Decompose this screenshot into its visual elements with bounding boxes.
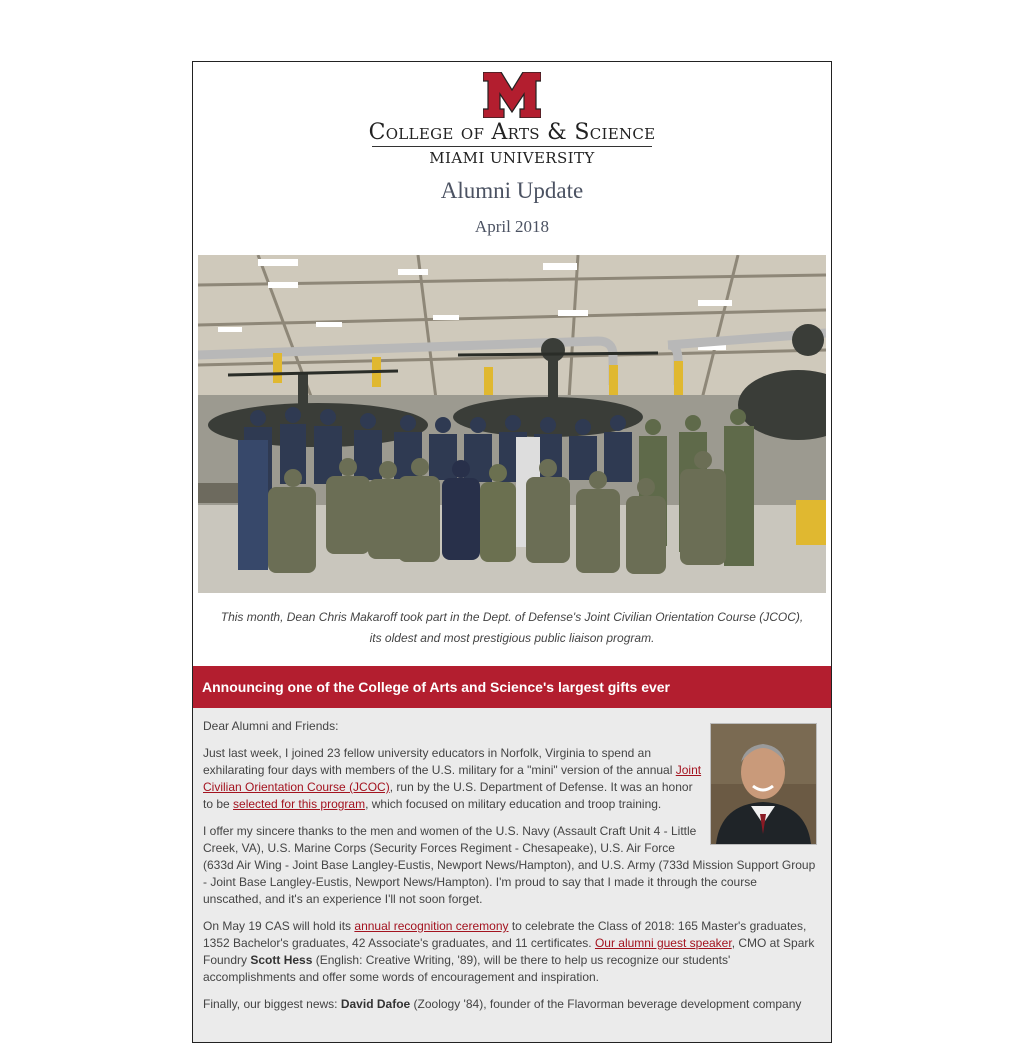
- university-name: MIAMI UNIVERSITY: [429, 149, 595, 167]
- photo-caption: [203, 607, 821, 649]
- dean-portrait-photo: [711, 724, 816, 844]
- dean-portrait: [710, 723, 817, 845]
- banner-headline: Announcing one of the College of Arts and Science's largest gifts ever: [202, 679, 671, 695]
- hangar-group-photo: [198, 255, 826, 593]
- p1-text-c: , which focused on military education and troop training.: [365, 797, 662, 811]
- article-paragraph-2: I offer my sincere thanks to the men and women of the U.S. Navy (Assault Craft Unit 4 - Little Creek, VA), U.S. Marine Corps (Security Forces Regiment - Chesapeake), U.S. Air Force (633d Air Wing - Joint Base Langley-Eustis, Newport News/Hampton), and U.S. Army (733d Mission Support Group - Joint Base Langley-Eustis, Newport News/Hampton). I'm proud to say that I made it through the course unscathed, and it's an experience I'll not soon forget.: [203, 824, 816, 906]
- p4-text-b: (Zoology '84), founder of the Flavorman beverage development company: [410, 997, 802, 1011]
- recognition-ceremony-link[interactable]: annual recognition ceremony: [354, 919, 509, 933]
- selected-program-link[interactable]: selected for this program: [233, 797, 366, 811]
- jcoc-link[interactable]: Joint Civilian Orientation Course (JCOC): [203, 763, 702, 794]
- logo-divider: [372, 146, 652, 147]
- p3-text-d: (English: Creative Writing, '89), will be there to help us recognize our students' accomplishments and offer some words of encouragement and inspiration.: [203, 953, 731, 984]
- speaker-name: Scott Hess: [250, 953, 313, 967]
- p1-text-b: , run by the U.S. Department of Defense. It was an honor to be: [203, 780, 693, 811]
- hero-photo: [198, 255, 826, 593]
- article-body: [193, 708, 831, 1042]
- caption-line-2: its oldest and most prestigious public liaison program.: [369, 631, 655, 645]
- college-name: College of Arts & Science: [368, 120, 656, 145]
- guest-speaker-link[interactable]: Our alumni guest speaker: [594, 936, 732, 950]
- section-banner: [193, 666, 831, 708]
- article-paragraph-3: [203, 918, 817, 986]
- miami-m-logo-icon: [483, 72, 541, 118]
- newsletter-frame: [192, 61, 832, 1043]
- donor-name: David Dafoe: [340, 997, 411, 1011]
- article-paragraph-4: [203, 996, 817, 1013]
- newsletter-title: Alumni Update: [440, 178, 584, 203]
- p1-text-a: Just last week, I joined 23 fellow university educators in Norfolk, Virginia to spend an exhilarating four days with members of the U.S. military for a "mini" version of the annual: [203, 746, 676, 777]
- p3-text-c: , CMO at Spark Foundry: [203, 936, 815, 967]
- newsletter-header: [193, 62, 831, 255]
- newsletter-date: April 2018: [474, 217, 550, 236]
- p3-text-a: On May 19 CAS will hold its: [203, 919, 355, 933]
- p3-text-b: to celebrate the Class of 2018: 165 Master's graduates, 1352 Bachelor's graduates, 42 Associate's graduates, and 11 certificates.: [203, 919, 807, 950]
- article-greeting: Dear Alumni and Friends:: [203, 719, 339, 733]
- p4-text-a: Finally, our biggest news:: [203, 997, 341, 1011]
- caption-line-1: This month, Dean Chris Makaroff took part in the Dept. of Defense's Joint Civilian Orientation Course (JCOC),: [220, 610, 804, 624]
